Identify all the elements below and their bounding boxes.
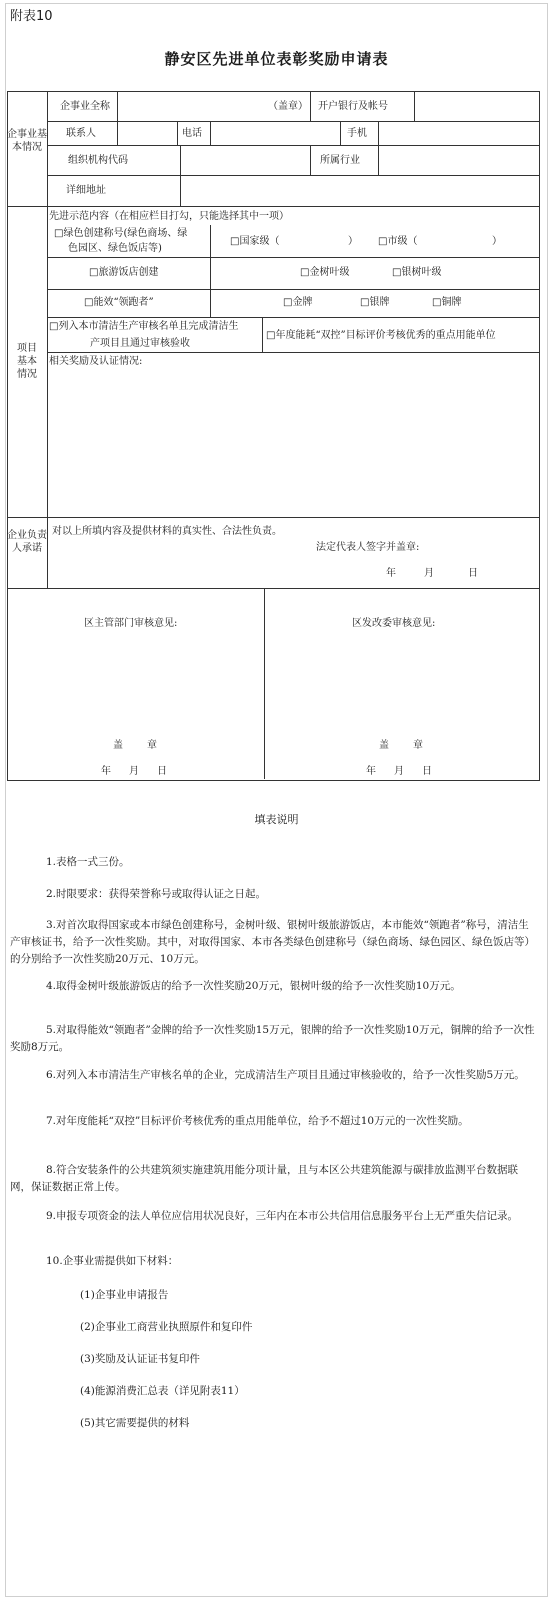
district-review-label: 区主管部门审核意见: bbox=[84, 618, 178, 629]
option-city-end: ） bbox=[492, 236, 502, 247]
option-green-line1[interactable]: □绿色创建称号(绿色商场、绿 bbox=[54, 228, 188, 239]
promise-text: 对以上所填内容及提供材料的真实性、合法性负责。 bbox=[52, 526, 282, 537]
option-gold-leaf[interactable]: □金树叶级 bbox=[300, 267, 350, 278]
note-9: 9.申报专项资金的法人单位应信用状况良好，三年内在本市公共信用信息服务平台上无严重失信记录。 bbox=[46, 1210, 519, 1222]
label-mobile: 手机 bbox=[347, 128, 367, 139]
option-silver[interactable]: □银牌 bbox=[360, 297, 390, 308]
right-date-year: 年 bbox=[366, 766, 376, 777]
section-label-basic: 企事业基本情况 bbox=[7, 129, 47, 153]
page-title: 静安区先进单位表彰奖励申请表 bbox=[164, 50, 389, 68]
left-seal-char1: 盖 bbox=[113, 740, 123, 751]
section-label-promise: 企业负责人承诺 bbox=[7, 530, 47, 554]
label-address: 详细地址 bbox=[66, 185, 106, 196]
label-org-code: 组织机构代码 bbox=[68, 155, 128, 166]
right-seal-char2: 章 bbox=[413, 740, 423, 751]
left-seal-char2: 章 bbox=[147, 740, 157, 751]
option-runner[interactable]: □能效“领跑者” bbox=[84, 297, 154, 308]
material-2: (2)企事业工商营业执照原件和复印件 bbox=[80, 1321, 253, 1333]
note-10: 10.企事业需提供如下材料： bbox=[46, 1255, 179, 1267]
option-city[interactable]: □市级（ bbox=[378, 236, 418, 247]
note-8: 8.符合安装条件的公共建筑须实施建筑用能分项计量，且与本区公共建筑能源与碳排放监测平台数据联网，保证数据正常上传。 bbox=[10, 1164, 519, 1193]
right-date-day: 日 bbox=[422, 766, 432, 777]
note-6: 6.对列入本市清洁生产审核名单的企业，完成清洁生产项目且通过审核验收的，给予一次性奖励5万元。 bbox=[46, 1069, 525, 1081]
promise-year: 年 bbox=[386, 568, 396, 579]
option-bronze[interactable]: □铜牌 bbox=[432, 297, 462, 308]
option-national-end: ） bbox=[348, 236, 358, 247]
material-5: (5)其它需要提供的材料 bbox=[80, 1417, 190, 1429]
signature-label: 法定代表人签字并盖章: bbox=[316, 542, 420, 553]
left-date-day: 日 bbox=[157, 766, 167, 777]
option-gold[interactable]: □金牌 bbox=[283, 297, 313, 308]
label-seal: （盖章） bbox=[268, 101, 308, 112]
option-dual-control[interactable]: □年度能耗“双控”目标评价考核优秀的重点用能单位 bbox=[266, 330, 496, 341]
note-5: 5.对取得能效“领跑者”金牌的给予一次性奖励15万元，银牌的给予一次性奖励10万元，铜牌的给予一次性奖励8万元。 bbox=[10, 1024, 535, 1053]
ndrc-review-label: 区发改委审核意见: bbox=[352, 618, 436, 629]
right-date-month: 月 bbox=[394, 766, 404, 777]
left-date-month: 月 bbox=[129, 766, 139, 777]
right-seal-char1: 盖 bbox=[379, 740, 389, 751]
material-3: (3)奖励及认证证书复印件 bbox=[80, 1353, 200, 1365]
option-clean-line1[interactable]: □列入本市清洁生产审核名单且完成清洁生 bbox=[49, 321, 239, 332]
option-national[interactable]: □国家级（ bbox=[230, 236, 280, 247]
section-label-project: 项目基本情况 bbox=[17, 343, 37, 380]
note-7: 7.对年度能耗“双控”目标评价考核优秀的重点用能单位，给予不超过10万元的一次性奖励。 bbox=[46, 1115, 469, 1127]
note-3: 3.对首次取得国家或本市绿色创建称号，金树叶级、银树叶级旅游饭店，本市能效“领跑者”称号，清洁生产审核证书，给予一次性奖励。其中，对取得国家、本市各类绿色创建称号（绿色商场、绿色园区、绿色饭店等）的分别给予一次性奖励20万元、10万元。 bbox=[10, 919, 535, 965]
note-1: 1.表格一式三份。 bbox=[46, 856, 130, 868]
note-4: 4.取得金树叶级旅游饭店的给予一次性奖励20万元，银树叶级的给予一次性奖励10万元。 bbox=[46, 980, 461, 992]
label-related: 相关奖励及认证情况: bbox=[49, 356, 143, 367]
label-phone: 电话 bbox=[182, 128, 202, 139]
option-hotel[interactable]: □旅游饭店创建 bbox=[89, 267, 159, 278]
left-date-year: 年 bbox=[101, 766, 111, 777]
label-industry: 所属行业 bbox=[320, 155, 360, 166]
label-contact: 联系人 bbox=[66, 128, 96, 139]
notes-title: 填表说明 bbox=[254, 813, 299, 826]
label-full-name: 企事业全称 bbox=[60, 101, 110, 112]
note-2: 2.时限要求：获得荣誉称号或取得认证之日起。 bbox=[46, 888, 267, 900]
label-intro: 先进示范内容（在相应栏目打勾，只能选择其中一项） bbox=[49, 211, 289, 222]
option-silver-leaf[interactable]: □银树叶级 bbox=[392, 267, 442, 278]
option-green-line2: 色园区、绿色饭店等) bbox=[68, 243, 162, 254]
material-1: (1)企事业申请报告 bbox=[80, 1289, 169, 1301]
label-bank: 开户银行及帐号 bbox=[318, 101, 388, 112]
material-4: (4)能源消费汇总表（详见附表11） bbox=[80, 1385, 245, 1397]
promise-day: 日 bbox=[468, 568, 478, 579]
attachment-label: 附表10 bbox=[10, 9, 53, 24]
promise-month: 月 bbox=[424, 568, 434, 579]
option-clean-line2: 产项目且通过审核验收 bbox=[90, 338, 190, 349]
